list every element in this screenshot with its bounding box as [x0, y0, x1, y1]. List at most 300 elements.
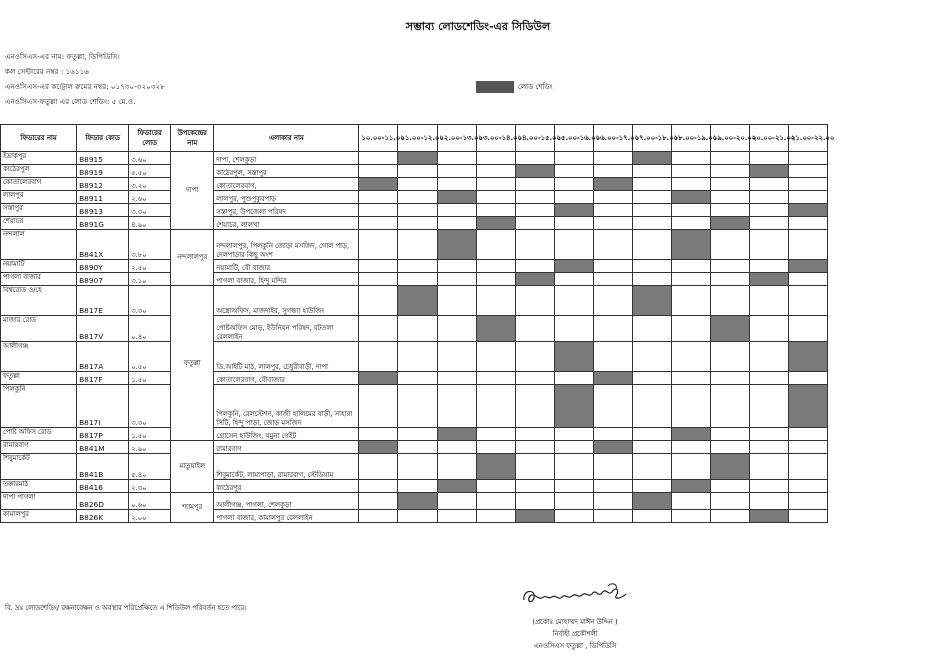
substation-name: শ্যামপুর	[171, 493, 214, 523]
shedding-slot	[476, 165, 515, 178]
shedding-slot	[515, 441, 554, 454]
shedding-slot	[749, 428, 788, 441]
shedding-slot	[671, 286, 710, 316]
feeder-load: ২.৬০	[129, 191, 171, 204]
shedding-slot	[632, 480, 671, 493]
feeder-code: B8919	[77, 165, 129, 178]
shedding-slot	[749, 191, 788, 204]
feeder-name: ইদ্রাকপুর	[1, 152, 77, 165]
shedding-slot	[593, 454, 632, 480]
signatory-office: এনওসিএস ফতুল্লা , ডিপিডিসি	[533, 642, 617, 650]
table-row	[1, 230, 828, 260]
area-names: পোষ্টঅফিস মোড়, ইউনিয়ন পরিষদ, বটতলা রেললাইন	[214, 316, 359, 342]
shedding-slot	[710, 178, 749, 191]
table-row	[1, 273, 828, 286]
shedding-slot	[476, 204, 515, 217]
feeder-name: নন্দলাল	[1, 230, 77, 260]
shedding-slot	[671, 510, 710, 523]
shedding-slot	[515, 178, 554, 191]
feeder-load: ১.৫০	[129, 428, 171, 441]
shedding-slot	[593, 385, 632, 428]
shedding-slot	[398, 454, 437, 480]
control-room-number: এনওসিএস-এর কন্ট্রোল রুমের নম্বর: ০১৭৩০-৩২০৩২৮	[5, 82, 165, 91]
shedding-slot	[398, 385, 437, 428]
feeder-code: B817I	[77, 385, 129, 428]
shedding-slot-active	[554, 204, 593, 217]
legend	[476, 81, 553, 93]
shedding-slot	[593, 260, 632, 273]
table-row	[1, 204, 828, 217]
shedding-slot	[398, 191, 437, 204]
feeder-load: ০.৬০	[129, 493, 171, 510]
load-shedding-amount: এনওসিএস-ফতুল্লা এর লোড শেডিং: ৫ মে.ও.	[5, 97, 136, 106]
shedding-slot	[476, 230, 515, 260]
header-slot: ১৭.০০-১৮.০০	[632, 125, 671, 152]
shedding-slot	[437, 204, 476, 217]
shedding-slot	[671, 385, 710, 428]
shedding-slot	[749, 480, 788, 493]
shedding-slot	[710, 480, 749, 493]
shedding-slot	[671, 342, 710, 372]
shedding-slot	[398, 273, 437, 286]
feeder-name: নয়ামাটি	[1, 260, 77, 273]
feeder-code: B891G	[77, 217, 129, 230]
shedding-slot	[593, 230, 632, 260]
shedding-slot	[476, 152, 515, 165]
feeder-load: ৩.৩০	[129, 204, 171, 217]
shedding-slot	[788, 316, 827, 342]
feeder-load: ৫.৪০	[129, 454, 171, 480]
shedding-slot	[632, 428, 671, 441]
shedding-slot-active	[593, 372, 632, 385]
shedding-slot	[632, 385, 671, 428]
header-feeder: ফিডারের নাম	[1, 125, 77, 152]
substation-name: মাতুয়াইল	[171, 441, 214, 493]
table-row	[1, 480, 828, 493]
shedding-slot-active	[476, 454, 515, 480]
shedding-slot	[788, 191, 827, 204]
shedding-slot	[359, 454, 398, 480]
feeder-name: মাজার রোড	[1, 316, 77, 342]
feeder-code: B817F	[77, 372, 129, 385]
shedding-slot-active	[359, 178, 398, 191]
feeder-code: B8416	[77, 480, 129, 493]
shedding-slot	[554, 480, 593, 493]
shedding-slot	[476, 286, 515, 316]
shedding-slot	[593, 316, 632, 342]
header-slot: ১৬.০০-১৭.০০	[593, 125, 632, 152]
header-load: ফিডারের লোড	[129, 125, 171, 152]
shedding-slot	[632, 191, 671, 204]
shedding-slot	[710, 260, 749, 273]
shedding-slot	[593, 480, 632, 493]
area-names: দাপা, শেলকুড়া	[214, 152, 359, 165]
signatory-designation: নির্বাহী প্রকৌশলী	[552, 630, 598, 638]
shedding-slot	[476, 441, 515, 454]
feeder-load: ২.৩০	[129, 480, 171, 493]
shedding-slot	[749, 454, 788, 480]
shedding-slot	[554, 178, 593, 191]
shedding-slot	[710, 342, 749, 372]
shedding-slot	[671, 152, 710, 165]
area-names: পিলকুনি, রেলস্টেশন, কাজী হালিমের বাড়ী, সাহারা সিটি, হিন্দু পাড়া, জোড় মসজিদ	[214, 385, 359, 428]
shedding-slot	[593, 152, 632, 165]
header-slot: ১৮.০০-১৯.০০	[671, 125, 710, 152]
shedding-slot	[632, 217, 671, 230]
shedding-slot	[398, 510, 437, 523]
feeder-code: B841M	[77, 441, 129, 454]
shedding-slot	[515, 260, 554, 273]
shedding-slot	[359, 204, 398, 217]
shedding-slot	[671, 441, 710, 454]
table-row	[1, 372, 828, 385]
shedding-slot	[554, 510, 593, 523]
area-names: কাঠেরপুর	[214, 480, 359, 493]
shedding-slot	[437, 260, 476, 273]
shedding-slot-active	[788, 260, 827, 273]
area-names: কোতালেরবাগ, বৌবাজার	[214, 372, 359, 385]
shedding-slot	[515, 217, 554, 230]
shedding-slot-active	[788, 385, 827, 428]
shedding-slot	[671, 204, 710, 217]
shedding-slot	[398, 342, 437, 372]
shedding-slot	[359, 510, 398, 523]
shedding-slot	[593, 510, 632, 523]
shedding-slot	[359, 480, 398, 493]
header-slot: ১৪.০০-১৫.০০	[515, 125, 554, 152]
shedding-slot	[437, 372, 476, 385]
shedding-slot	[554, 191, 593, 204]
shedding-slot	[437, 454, 476, 480]
shedding-slot	[710, 428, 749, 441]
shedding-slot	[749, 178, 788, 191]
shedding-slot-active	[749, 165, 788, 178]
shedding-slot	[632, 454, 671, 480]
shedding-slot	[398, 480, 437, 493]
shedding-slot	[593, 191, 632, 204]
feeder-code: B826D	[77, 493, 129, 510]
feeder-load: ০.৫০	[129, 342, 171, 372]
shedding-slot	[437, 165, 476, 178]
shedding-slot	[515, 493, 554, 510]
shedding-slot-active	[749, 510, 788, 523]
area-names: শেয়াচর, লালখা	[214, 217, 359, 230]
shedding-slot	[749, 286, 788, 316]
shedding-slot	[476, 260, 515, 273]
shedding-slot	[476, 385, 515, 428]
shedding-slot-active	[749, 273, 788, 286]
shedding-slot	[437, 217, 476, 230]
shedding-slot-active	[359, 441, 398, 454]
feeder-code: B8912	[77, 178, 129, 191]
shedding-slot	[788, 510, 827, 523]
shedding-slot-active	[593, 441, 632, 454]
header-slot: ১১.০০-১২.০০	[398, 125, 437, 152]
feeder-name: ফতুল্লা	[1, 372, 77, 385]
feeder-code: B8911	[77, 191, 129, 204]
shedding-slot-active	[437, 191, 476, 204]
shedding-slot	[476, 342, 515, 372]
shedding-slot	[515, 191, 554, 204]
shedding-slot	[593, 493, 632, 510]
signatory-name: (প্রকোঃ মোহাম্মদ মাঈন উদ্দিন )	[532, 618, 618, 626]
shedding-slot	[437, 342, 476, 372]
shedding-slot	[437, 273, 476, 286]
shedding-slot	[398, 372, 437, 385]
shedding-slot	[476, 191, 515, 204]
shedding-slot	[788, 286, 827, 316]
shedding-slot	[476, 178, 515, 191]
shedding-slot	[710, 441, 749, 454]
shedding-slot	[788, 178, 827, 191]
shedding-slot	[515, 316, 554, 342]
feeder-name: কাঠেরপুল	[1, 165, 77, 178]
substation-name: নন্দলালপুর	[171, 230, 214, 286]
schedule-table	[0, 124, 835, 523]
shedding-slot	[749, 217, 788, 230]
table-row	[1, 385, 828, 428]
shedding-slot	[788, 152, 827, 165]
feeder-load: ৩.৩০	[129, 385, 171, 428]
shedding-slot-active	[476, 217, 515, 230]
shedding-slot	[788, 230, 827, 260]
header-slot: ১৫.০০-১৬.০০	[554, 125, 593, 152]
shedding-slot-active	[359, 372, 398, 385]
shedding-slot	[554, 493, 593, 510]
shedding-slot	[710, 152, 749, 165]
shedding-slot	[710, 286, 749, 316]
shedding-slot	[359, 385, 398, 428]
shedding-slot	[749, 260, 788, 273]
shedding-slot	[749, 385, 788, 428]
shedding-slot	[437, 493, 476, 510]
shedding-slot	[554, 217, 593, 230]
shedding-slot	[710, 510, 749, 523]
shedding-slot	[359, 316, 398, 342]
shedding-slot	[554, 273, 593, 286]
call-center-number: কল সেন্টারের নম্বর : ১৬১১৬	[5, 67, 89, 76]
shedding-slot	[632, 342, 671, 372]
shedding-slot-active	[788, 342, 827, 372]
shedding-slot	[788, 273, 827, 286]
feeder-name: পিলকুনি	[1, 385, 77, 428]
shedding-slot	[398, 260, 437, 273]
page-title: সম্ভাব্য লোডশেডিং-এর সিডিউল	[405, 20, 551, 33]
shedding-slot	[398, 230, 437, 260]
shedding-slot-active	[515, 273, 554, 286]
shedding-slot-active	[437, 428, 476, 441]
shedding-slot	[632, 510, 671, 523]
substation-name: ফতুল্লা	[171, 286, 214, 441]
shedding-slot-active	[671, 480, 710, 493]
area-names: কোতালেরবাগ,	[214, 178, 359, 191]
shedding-slot-active	[554, 342, 593, 372]
feeder-code: B841X	[77, 230, 129, 260]
feeder-name: সস্তাপুর	[1, 204, 77, 217]
shedding-slot-active	[632, 152, 671, 165]
shedding-slot	[554, 428, 593, 441]
feeder-code: B8907	[77, 273, 129, 286]
shedding-slot-active	[632, 493, 671, 510]
shedding-slot	[554, 286, 593, 316]
shedding-slot	[515, 152, 554, 165]
shedding-slot	[671, 217, 710, 230]
shedding-slot	[515, 286, 554, 316]
legend-label: লোড শেডিং	[518, 83, 553, 91]
shedding-slot	[476, 510, 515, 523]
shedding-slot	[593, 428, 632, 441]
shedding-slot-active	[554, 260, 593, 273]
header-slot: ১৯.০০-২০.০০	[710, 125, 749, 152]
shedding-slot-active	[398, 286, 437, 316]
shedding-slot	[632, 165, 671, 178]
shedding-slot	[788, 493, 827, 510]
feeder-code: B817E	[77, 286, 129, 316]
shedding-slot	[515, 428, 554, 441]
shedding-slot-active	[515, 165, 554, 178]
shedding-slot	[554, 230, 593, 260]
shedding-slot	[710, 273, 749, 286]
shedding-slot-active	[437, 480, 476, 493]
shedding-slot-active	[515, 510, 554, 523]
shedding-slot	[710, 204, 749, 217]
header-substation: উপকেন্দ্রের নাম	[171, 125, 214, 152]
header-slot: ১২.০০-১৩.০০	[437, 125, 476, 152]
signature-block	[500, 616, 650, 652]
feeder-code: B817A	[77, 342, 129, 372]
feeder-load: ১.৫০	[129, 372, 171, 385]
feeder-name: বিশ্বরোড ও/হে	[1, 286, 77, 316]
header-area: এলাকার নাম	[214, 125, 359, 152]
feeder-name: আলীগঞ্জ	[1, 342, 77, 372]
shedding-slot	[398, 178, 437, 191]
shedding-slot	[359, 286, 398, 316]
table-row	[1, 152, 828, 165]
shedding-slot	[515, 372, 554, 385]
feeder-name: দাপা পাগলা	[1, 493, 77, 510]
feeder-load: ৪.৯০	[129, 217, 171, 230]
substation-name: দাপা	[171, 152, 214, 230]
shedding-slot	[788, 441, 827, 454]
area-names: অস্ত্রোঅফিস, মাজদাইর, সুগন্ধ্যা হাউজিং	[214, 286, 359, 316]
feeder-name: পোষ্ট অফিস রোড	[1, 428, 77, 441]
shedding-slot	[437, 286, 476, 316]
shedding-slot	[593, 273, 632, 286]
table-row	[1, 217, 828, 230]
shedding-slot	[476, 372, 515, 385]
shedding-slot-active	[671, 428, 710, 441]
shedding-slot	[788, 428, 827, 441]
nocs-name: এনওসিএস-এর নাম: ফতুল্লা, ডিপিডিসি।	[5, 52, 120, 61]
shedding-slot	[476, 480, 515, 493]
shedding-slot	[554, 372, 593, 385]
shedding-slot	[515, 385, 554, 428]
table-row	[1, 454, 828, 480]
shedding-slot-active	[710, 316, 749, 342]
area-names: শিবুমার্কেট, লামাপাড়া, রামারবাগ, স্টেডিয়াম	[214, 454, 359, 480]
shedding-slot	[515, 230, 554, 260]
area-names: গ্রোসেন হাউজিং, যমুনা গেইট	[214, 428, 359, 441]
shedding-slot	[671, 273, 710, 286]
table-row	[1, 260, 828, 273]
area-names: পাগলা বাজার, কামালপুর রেললাইন	[214, 510, 359, 523]
shedding-slot	[359, 152, 398, 165]
shedding-slot-active	[437, 230, 476, 260]
shedding-slot	[359, 165, 398, 178]
feeder-load: ৩.১০	[129, 273, 171, 286]
feeder-name: কোতালেরবাগ	[1, 178, 77, 191]
feeder-code: B826K	[77, 510, 129, 523]
shedding-slot	[710, 191, 749, 204]
shedding-slot	[710, 165, 749, 178]
table-row	[1, 428, 828, 441]
shedding-slot	[593, 286, 632, 316]
shedding-slot	[359, 428, 398, 441]
feeder-load: ০.৪০	[129, 316, 171, 342]
header-code: ফিডার কোড	[77, 125, 129, 152]
shedding-slot-active	[632, 286, 671, 316]
footnote: বি. দ্রঃ লোডশেডিং/ রক্ষনাবেক্ষন ও অবস্থার পরিপ্রেক্ষিতে এ শিডিউল পরিবর্তন হতে পারে।	[5, 604, 247, 612]
area-names: নয়ামাটি, বৌ বাজার	[214, 260, 359, 273]
feeder-load: ৩.৮০	[129, 230, 171, 260]
feeder-code: B8913	[77, 204, 129, 217]
shedding-slot-active	[476, 316, 515, 342]
shedding-slot	[671, 454, 710, 480]
shedding-slot	[671, 178, 710, 191]
feeder-code: B817P	[77, 428, 129, 441]
shedding-slot	[437, 385, 476, 428]
shedding-slot	[671, 493, 710, 510]
shedding-slot	[632, 316, 671, 342]
area-names: পাগলা বাজার, হিন্দু মন্দির	[214, 273, 359, 286]
shedding-slot	[632, 273, 671, 286]
header-slot: ১৩.০০-১৪.০০	[476, 125, 515, 152]
shedding-slot	[632, 230, 671, 260]
table-row	[1, 342, 828, 372]
feeder-name: তক্কারমাঠ	[1, 480, 77, 493]
shedding-slot	[476, 273, 515, 286]
shedding-slot	[632, 441, 671, 454]
shedding-slot-active	[710, 454, 749, 480]
table-row	[1, 191, 828, 204]
area-names: নন্দলালপুর, পিলকুনি জোড়া মসজিদ, গোল পাড়, দেলপাড়ার কিছু অংশ	[214, 230, 359, 260]
feeder-name: রামারবাগ	[1, 441, 77, 454]
legend-swatch	[476, 81, 514, 93]
shedding-slot-active	[593, 178, 632, 191]
table-row	[1, 441, 828, 454]
shedding-slot-active	[554, 385, 593, 428]
feeder-code: B817V	[77, 316, 129, 342]
shedding-slot	[671, 316, 710, 342]
shedding-slot	[359, 191, 398, 204]
shedding-slot	[671, 165, 710, 178]
area-names: রামারবাগ	[214, 441, 359, 454]
shedding-slot	[632, 372, 671, 385]
shedding-slot	[749, 342, 788, 372]
shedding-slot	[671, 260, 710, 273]
shedding-slot	[398, 165, 437, 178]
shedding-slot	[749, 372, 788, 385]
shedding-slot	[749, 316, 788, 342]
shedding-slot	[359, 230, 398, 260]
shedding-slot	[749, 204, 788, 217]
shedding-slot	[632, 178, 671, 191]
shedding-slot	[749, 230, 788, 260]
shedding-slot	[749, 493, 788, 510]
area-names: লালপুর, পুশুপুকুরপাড়	[214, 191, 359, 204]
shedding-slot	[671, 372, 710, 385]
feeder-code: B890Y	[77, 260, 129, 273]
